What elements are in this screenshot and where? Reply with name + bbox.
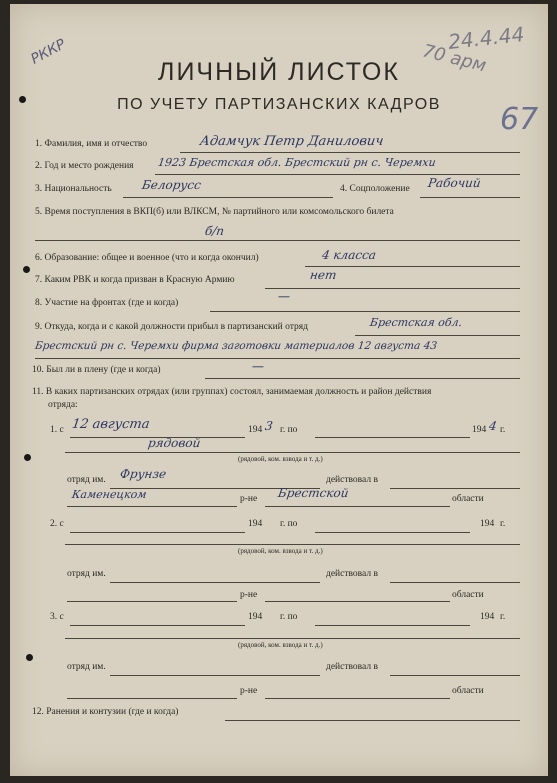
entry-2-from-line <box>70 532 245 533</box>
punch-hole-mark <box>23 266 30 273</box>
field-10-label: 10. Был ли в плену (где и когда) <box>32 365 161 375</box>
entry-2-from-year: 194 <box>248 519 263 529</box>
entry-1-to-line <box>315 437 470 438</box>
field-1-line <box>180 152 520 153</box>
field-8-value: — <box>277 289 291 303</box>
entry-1-to-year: 194 <box>472 425 487 435</box>
entry-1-region-value: Брестской <box>277 486 350 500</box>
field-3-value: Белорусс <box>141 178 202 192</box>
field-1-value: Адамчук Петр Данилович <box>198 134 385 149</box>
entry-1-year: 194 <box>248 425 263 435</box>
punch-hole-mark <box>26 654 33 661</box>
field-12-label: 12. Ранения и контузии (где и когда) <box>32 707 179 717</box>
field-5-line <box>35 240 520 241</box>
field-7-label: 7. Каким РВК и когда призван в Красную Армию <box>35 275 235 285</box>
field-9-label: 9. Откуда, когда и с какой должности прибыл в партизанский отряд <box>35 322 308 332</box>
entry-1-oblast-label: области <box>452 494 484 504</box>
entry-3-from-year: 194 <box>248 612 263 622</box>
entry-3-rne-label: р-не <box>240 686 258 696</box>
entry-2-unit-label: отряд им. <box>67 569 106 579</box>
field-2-line <box>155 174 520 175</box>
field-5-label: 5. Время поступления в ВКП(б) или ВЛКСМ, № партийного или комсомольского билета <box>35 207 394 217</box>
entry-2-unit-line <box>110 582 320 583</box>
entry-1-from-value: 12 августа <box>70 417 151 432</box>
entry-3-to-label: г. по <box>280 612 298 622</box>
entry-1-position-line <box>65 452 520 453</box>
field-3-line <box>123 197 333 198</box>
entry-2-to-label: г. по <box>280 519 298 529</box>
entry-3-g-label: г. <box>500 612 506 622</box>
field-7-value: нет <box>309 268 338 282</box>
field-1-label: 1. Фамилия, имя и отчество <box>35 139 148 149</box>
entry-2-acted-line <box>390 582 520 583</box>
field-3-label: 3. Национальность <box>35 184 112 194</box>
field-2-label: 2. Год и место рождения <box>35 161 134 171</box>
entry-1-acted-label: действовал в <box>326 475 378 485</box>
entry-2-district-line <box>67 601 237 602</box>
document-sheet <box>10 4 548 776</box>
entry-2-number: 2. с <box>50 519 64 529</box>
field-9-line-1 <box>355 335 520 336</box>
field-9-line-2 <box>35 358 520 359</box>
entry-2-to-year: 194 <box>480 519 495 529</box>
entry-3-acted-label: действовал в <box>326 662 378 672</box>
field-11-label-cont: отряда: <box>48 400 78 410</box>
page-title: ЛИЧНЫЙ ЛИСТОК <box>158 58 400 86</box>
field-10-line <box>205 378 520 379</box>
sheet-number-note: 67 <box>500 102 539 137</box>
entry-1-rne-label: р-не <box>240 494 258 504</box>
entry-1-district-line <box>67 506 237 507</box>
field-2-value: 1923 Брестская обл. Брестский рн с. Черемхи <box>157 156 437 169</box>
corner-stamp-note: РККР <box>28 36 69 68</box>
entry-3-oblast-label: области <box>452 686 484 696</box>
entry-2-to-line <box>315 532 470 533</box>
entry-1-district-value: Каменецком <box>71 488 148 501</box>
entry-3-from-line <box>70 625 245 626</box>
field-4-label: 4. Соцположение <box>340 184 410 194</box>
punch-hole-mark <box>24 454 31 461</box>
field-8-line <box>210 311 520 312</box>
entry-3-unit-label: отряд им. <box>67 662 106 672</box>
entry-3-to-year: 194 <box>480 612 495 622</box>
entry-1-to-label: г. по <box>280 425 298 435</box>
field-7-line <box>265 288 520 289</box>
entry-3-to-line <box>315 625 470 626</box>
entry-1-rank-hint: (рядовой, ком. взвода и т. д.) <box>238 455 323 463</box>
entry-3-position-line <box>65 638 520 639</box>
field-12-line <box>225 720 520 721</box>
field-6-label: 6. Образование: общее и военное (что и когда окончил) <box>35 253 259 263</box>
field-4-value: Рабочий <box>427 176 482 190</box>
field-9-value-1: Брестская обл. <box>369 316 464 329</box>
entry-2-rank-hint: (рядовой, ком. взвода и т. д.) <box>238 547 323 555</box>
entry-1-year-hw: 3 <box>264 419 274 433</box>
field-8-label: 8. Участие на фронтах (где и когда) <box>35 298 179 308</box>
entry-1-acted-line <box>390 488 520 489</box>
date-note: 24.4.44 <box>446 22 526 54</box>
entry-1-position: рядовой <box>147 436 202 450</box>
field-6-value: 4 класса <box>321 248 377 262</box>
entry-1-number: 1. с <box>50 425 64 435</box>
entry-3-acted-line <box>390 675 520 676</box>
entry-3-rank-hint: (рядовой, ком. взвода и т. д.) <box>238 641 323 649</box>
field-6-line <box>305 266 520 267</box>
entry-3-district-line <box>67 698 237 699</box>
entry-2-rne-label: р-не <box>240 590 258 600</box>
entry-2-acted-label: действовал в <box>326 569 378 579</box>
entry-2-g-label: г. <box>500 519 506 529</box>
field-9-value-2: Брестский рн с. Черемхи фирма заготовки материалов 12 августа 43 <box>34 340 438 352</box>
field-4-line <box>420 197 520 198</box>
entry-1-unit-label: отряд им. <box>67 475 106 485</box>
entry-1-g-label: г. <box>500 425 506 435</box>
entry-3-number: 3. с <box>50 612 64 622</box>
punch-hole-mark <box>19 96 26 103</box>
entry-1-unit-value: Фрунзе <box>119 467 168 481</box>
field-5-value: б/п <box>204 224 226 238</box>
page-subtitle: ПО УЧЕТУ ПАРТИЗАНСКИХ КАДРОВ <box>117 96 441 113</box>
field-11-label: 11. В каких партизанских отрядах (или группах) состоял, занимаемая должность и район действия <box>32 387 432 397</box>
entry-3-region-line <box>265 698 450 699</box>
number-note: 70 арм <box>420 40 489 77</box>
entry-2-region-line <box>265 601 450 602</box>
entry-1-region-line <box>265 506 450 507</box>
entry-3-unit-line <box>110 675 320 676</box>
field-10-value: — <box>251 359 265 373</box>
entry-1-to-year-hw: 4 <box>488 419 498 433</box>
entry-2-oblast-label: области <box>452 590 484 600</box>
entry-2-position-line <box>65 544 520 545</box>
